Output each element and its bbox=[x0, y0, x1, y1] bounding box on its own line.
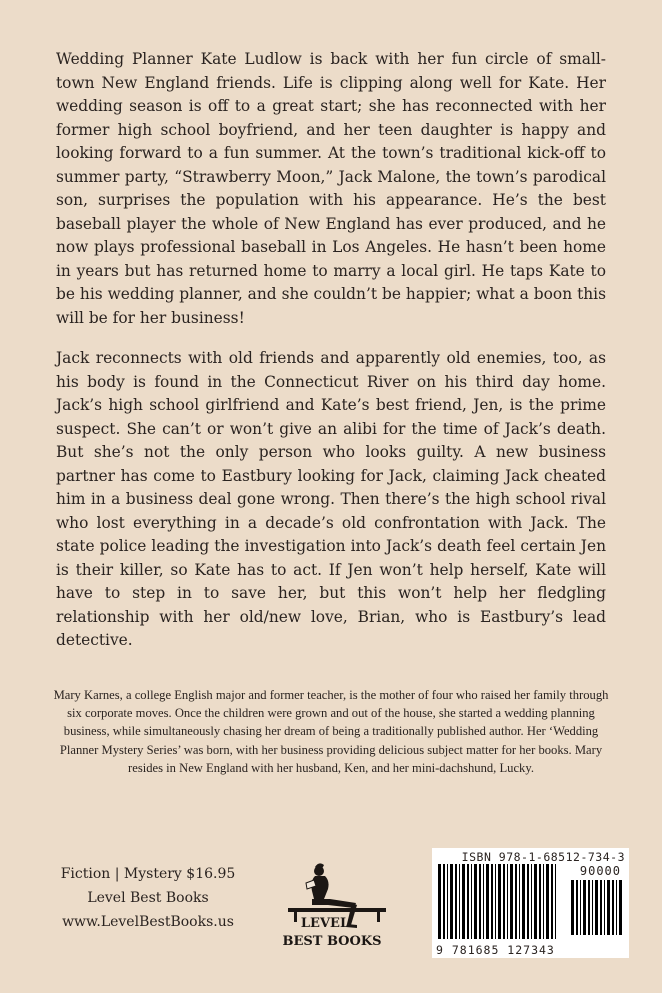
author-bio: Mary Karnes, a college English major and former teacher, is the mother of four who raised her family through six corporate moves. Once the children were grown and out of the house, she started a wedding planning business, while simultaneously chasing her dream of being a traditionally published author. Her ‘Wedding Planner Mystery Series’ was born, with her business providing delicious subject matter for her books. Mary resides in New England with her husband, Ken, and her mini-dachshund, Lucky. bbox=[53, 688, 609, 775]
blurb-paragraph-1: Wedding Planner Kate Ludlow is back with her fun circle of small-town New England friends. Life is clipping along well for Kate. Her wedding season is off to a great start; she has reconnected with her former high school boyfriend, and her teen daughter is happy and looking forward to a fun summer. At the town’s traditional kick-off to summer party, “Strawberry Moon,” Jack Malone, the town’s parodical son, surprises the population with his appearance. He’s the best baseball player the whole of New England has ever produced, and he now plays professional baseball in Los Angeles. He hasn’t been home in years but has returned home to marry a local girl. He taps Kate to be his wedding planner, and she couldn’t be happier; what a boon this will be for her business! bbox=[56, 50, 606, 327]
logo-line-2: BEST BOOKS bbox=[282, 934, 382, 949]
blurb-paragraph-2: Jack reconnects with old friends and apparently old enemies, too, as his body is found in the Connecticut River on his third day home. Jack’s high school girlfriend and Kate’s best friend, Jen, is the prime suspect. She can’t or won’t give an alibi for the time of Jack’s death. But she’s not the only person who looks guilty. A new business partner has come to Eastbury looking for Jack, claiming Jack cheated him in a business deal gone wrong. Then there’s the high school rival who lost everything in a decade’s old confrontation with Jack. The state police leading the investigation into Jack’s death feel certain Jen is their killer, so Kate has to act. If Jen won’t help herself, Kate will have to step in to save her, but this won’t help her fledgling relationship with her old/new love, Brian, who is Eastbury’s lead detective. bbox=[56, 349, 606, 649]
level-best-books-logo-icon bbox=[282, 855, 392, 957]
publisher-name: Level Best Books bbox=[87, 890, 209, 906]
publisher-website: www.LevelBestBooks.us bbox=[62, 914, 234, 930]
isbn-digits: 9 781685 127343 bbox=[436, 943, 555, 957]
genre-price: Fiction | Mystery $16.95 bbox=[60, 866, 236, 882]
barcode-bars bbox=[438, 864, 558, 939]
isbn-barcode bbox=[432, 848, 629, 958]
price-code: 90000 bbox=[579, 864, 621, 878]
publisher-info bbox=[48, 862, 248, 934]
logo-line-1: LEVEL bbox=[300, 916, 350, 931]
price-barcode-bars bbox=[571, 880, 623, 935]
isbn-label: ISBN 978-1-68512-734-3 bbox=[461, 850, 625, 864]
